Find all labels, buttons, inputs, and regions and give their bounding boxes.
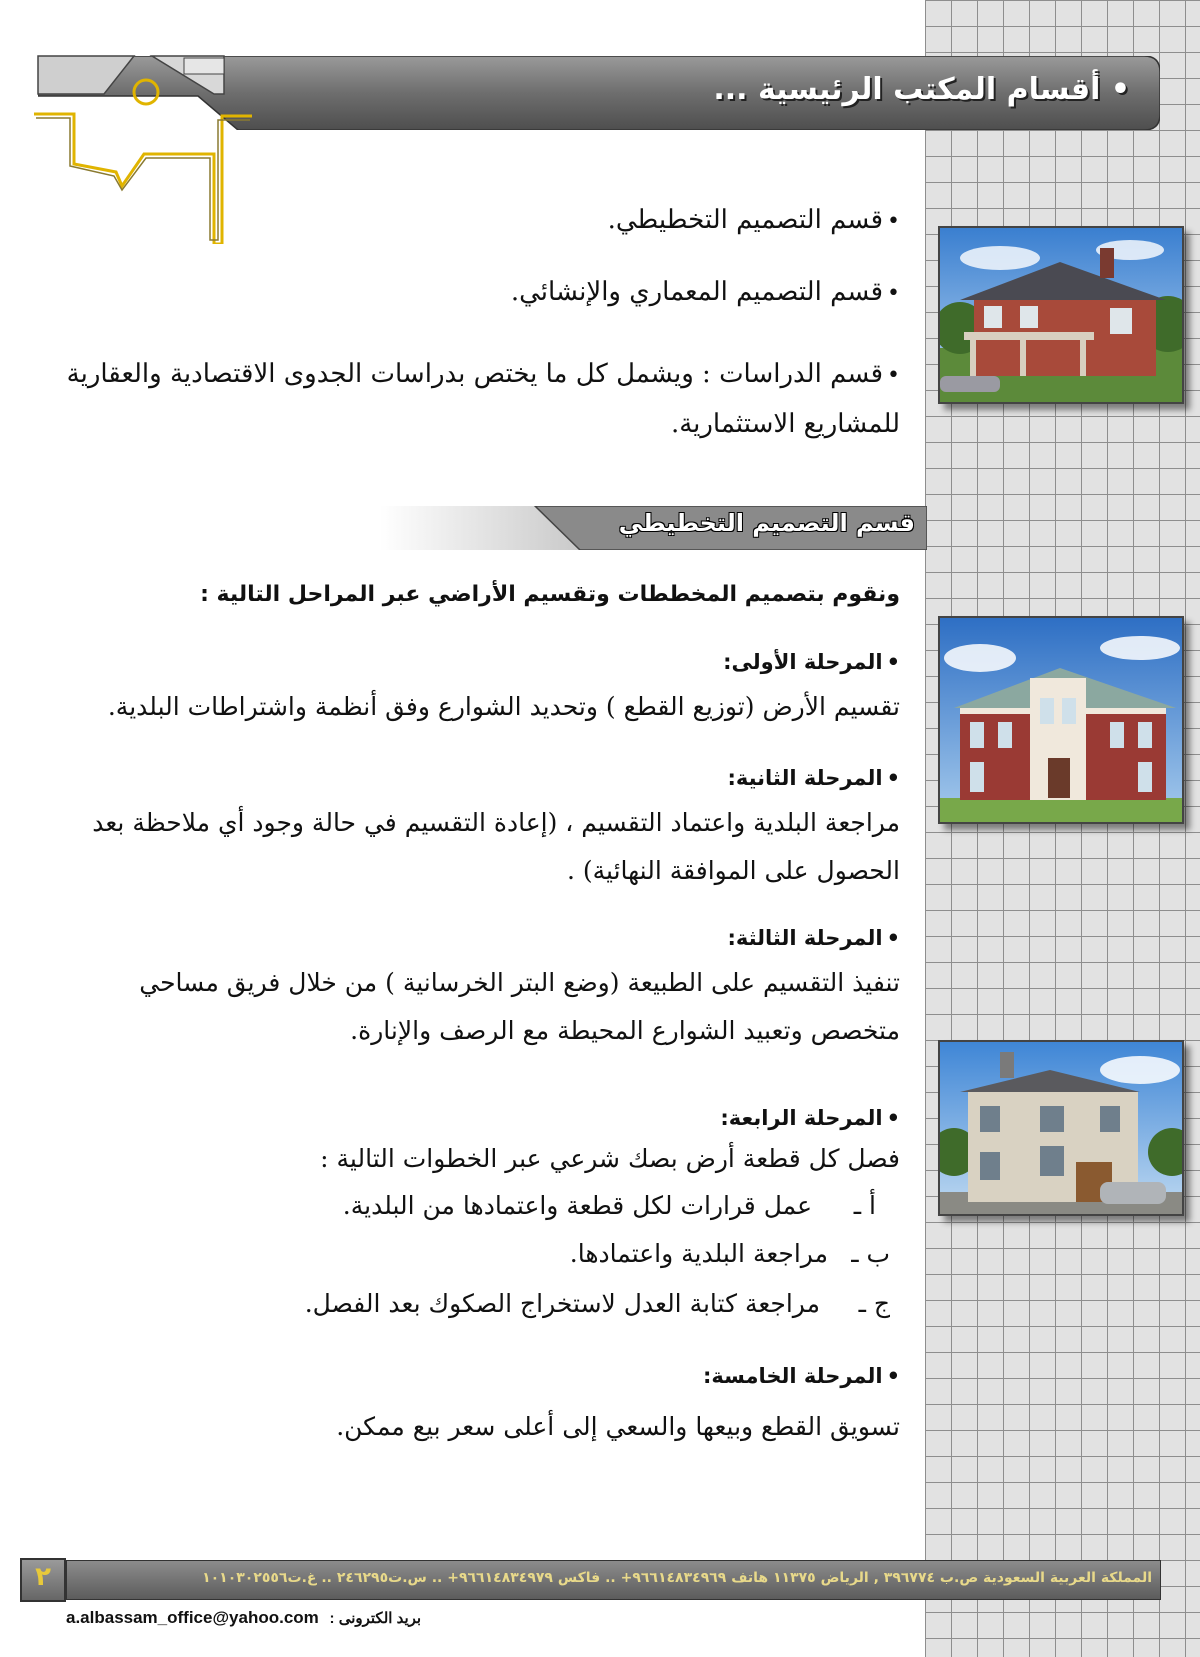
email-line (66, 1608, 421, 1628)
substep-letter: أ ـ (853, 1191, 876, 1220)
stage-text: متخصص وتعبيد الشوارع المحيطة مع الرصف والإنارة. (350, 1016, 900, 1045)
substep-text: عمل قرارات لكل قطعة واعتمادها من البلدية. (342, 1191, 812, 1220)
section-title: قسم التصميم التخطيطي (618, 509, 915, 537)
house-photo-3 (938, 1040, 1184, 1216)
department-item-continuation: للمشاريع الاستثمارية. (670, 409, 900, 439)
stage-text: تقسيم الأرض (توزيع القطع ) وتحديد الشوارع وفق أنظمة واشتراطات البلدية. (107, 692, 900, 721)
substep-letter: ج ـ (858, 1289, 890, 1318)
stage-text: فصل كل قطعة أرض بصك شرعي عبر الخطوات التالية : (320, 1144, 900, 1173)
page-title: • أقسام المكتب الرئيسية ... (713, 72, 1130, 107)
house-photo-2 (938, 616, 1184, 824)
stage-title: • المرحلة الثالثة: (727, 926, 900, 950)
substep-text: مراجعة كتابة العدل لاستخراج الصكوك بعد الفصل. (304, 1289, 820, 1318)
intro-text: ونقوم بتصميم المخططات وتقسيم الأراضي عبر المراحل التالية : (200, 582, 900, 607)
house-photo-1 (938, 226, 1184, 404)
stage-text: تسويق القطع وبيعها والسعي إلى أعلى سعر بيع ممكن. (336, 1412, 900, 1441)
stage-title: • المرحلة الرابعة: (720, 1106, 900, 1130)
department-item: • قسم التصميم المعماري والإنشائي. (511, 266, 900, 320)
department-item: • قسم التصميم التخطيطي. (608, 194, 900, 248)
stage-text: الحصول على الموافقة النهائية) . (566, 856, 900, 885)
house-logo-icon (34, 54, 264, 244)
stage-text: مراجعة البلدية واعتماد التقسيم ، (إعادة التقسيم في حالة وجود أي ملاحظة بعد (92, 808, 900, 837)
substep-letter: ب ـ (851, 1239, 890, 1268)
stage-title: • المرحلة الأولى: (723, 650, 900, 674)
substep-text: مراجعة البلدية واعتمادها. (569, 1239, 828, 1268)
page-number: ٢ (35, 1562, 51, 1592)
department-item: • قسم الدراسات : ويشمل كل ما يختص بدراسات الجدوى الاقتصادية والعقارية (67, 348, 900, 402)
stage-title: • المرحلة الثانية: (727, 766, 900, 790)
email-label: بريد الكترونى : (329, 1610, 422, 1627)
stage-text: تنفيذ التقسيم على الطبيعة (وضع البتر الخرسانية ) من خلال فريق مساحي (139, 968, 900, 997)
footer-address: المملكة العربية السعودية ص.ب ٣٩٦٧٧٤ , الرياض ١١٣٧٥ هاتف ٩٦٦١٤٨٣٤٩٦٩+ .. فاكس ٩٦٦١٤٨٣٤٩٧٩+ .. س.ت٢٤٦٢٩٥ .. غ.ت١٠١٠٣٠٢٥٥٦ (202, 1570, 1152, 1586)
email-address[interactable]: a.albassam_office@yahoo.com (66, 1608, 319, 1627)
stage-title: • المرحلة الخامسة: (703, 1364, 900, 1388)
